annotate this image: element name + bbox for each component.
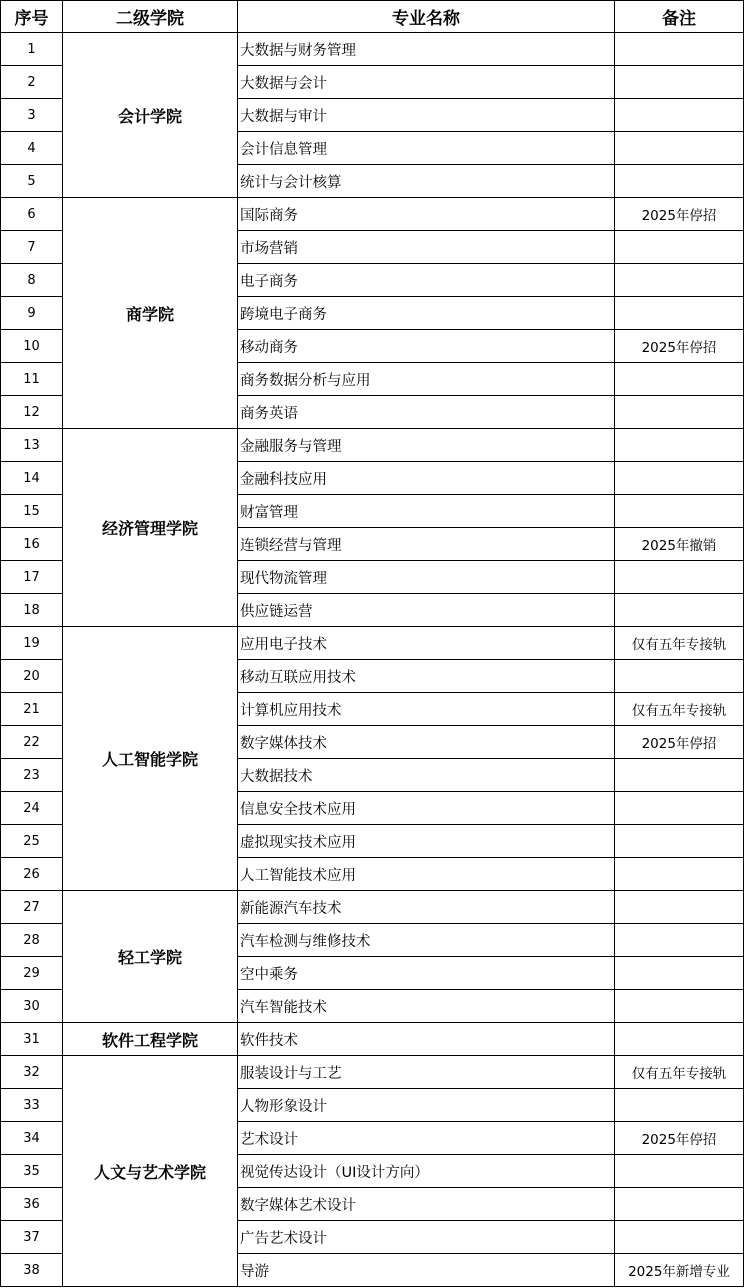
- major-name: 大数据与财务管理: [238, 33, 615, 66]
- major-name: 供应链运营: [238, 594, 615, 627]
- major-name: 大数据技术: [238, 759, 615, 792]
- college-name: 商学院: [63, 198, 238, 429]
- row-index: 8: [1, 264, 63, 297]
- row-index: 21: [1, 693, 63, 726]
- note: 仅有五年专接轨: [615, 1056, 744, 1089]
- note: [615, 231, 744, 264]
- note: [615, 132, 744, 165]
- note: 仅有五年专接轨: [615, 693, 744, 726]
- major-name: 应用电子技术: [238, 627, 615, 660]
- row-index: 22: [1, 726, 63, 759]
- major-name: 连锁经营与管理: [238, 528, 615, 561]
- major-name: 人工智能技术应用: [238, 858, 615, 891]
- header-row: [1, 1, 744, 33]
- table-row: [1, 198, 744, 231]
- major-name: 虚拟现实技术应用: [238, 825, 615, 858]
- note: [615, 990, 744, 1023]
- note: [615, 957, 744, 990]
- note: [615, 1221, 744, 1254]
- note: [615, 660, 744, 693]
- table-row: [1, 1023, 744, 1056]
- college-name: 软件工程学院: [63, 1023, 238, 1056]
- note: 2025年停招: [615, 198, 744, 231]
- major-name: 信息安全技术应用: [238, 792, 615, 825]
- row-index: 18: [1, 594, 63, 627]
- row-index: 24: [1, 792, 63, 825]
- row-index: 23: [1, 759, 63, 792]
- row-index: 28: [1, 924, 63, 957]
- major-name: 空中乘务: [238, 957, 615, 990]
- note: [615, 33, 744, 66]
- row-index: 2: [1, 66, 63, 99]
- row-index: 15: [1, 495, 63, 528]
- row-index: 10: [1, 330, 63, 363]
- note: [615, 1155, 744, 1188]
- row-index: 4: [1, 132, 63, 165]
- table-row: [1, 1056, 744, 1089]
- note: 仅有五年专接轨: [615, 627, 744, 660]
- row-index: 26: [1, 858, 63, 891]
- note: [615, 924, 744, 957]
- major-name: 艺术设计: [238, 1122, 615, 1155]
- note: [615, 165, 744, 198]
- major-name: 数字媒体技术: [238, 726, 615, 759]
- row-index: 3: [1, 99, 63, 132]
- major-name: 会计信息管理: [238, 132, 615, 165]
- row-index: 12: [1, 396, 63, 429]
- note: [615, 891, 744, 924]
- major-name: 视觉传达设计（UI设计方向）: [238, 1155, 615, 1188]
- row-index: 36: [1, 1188, 63, 1221]
- major-name: 金融科技应用: [238, 462, 615, 495]
- row-index: 33: [1, 1089, 63, 1122]
- table-row: [1, 627, 744, 660]
- note: [615, 1089, 744, 1122]
- note: [615, 792, 744, 825]
- header-major: 专业名称: [238, 1, 615, 33]
- major-name: 跨境电子商务: [238, 297, 615, 330]
- row-index: 35: [1, 1155, 63, 1188]
- college-name: 会计学院: [63, 33, 238, 198]
- note: [615, 594, 744, 627]
- note: [615, 858, 744, 891]
- header-note: 备注: [615, 1, 744, 33]
- row-index: 20: [1, 660, 63, 693]
- major-name: 计算机应用技术: [238, 693, 615, 726]
- note: [615, 1023, 744, 1056]
- row-index: 34: [1, 1122, 63, 1155]
- major-name: 统计与会计核算: [238, 165, 615, 198]
- row-index: 6: [1, 198, 63, 231]
- note: [615, 759, 744, 792]
- note: 2025年停招: [615, 726, 744, 759]
- note: [615, 66, 744, 99]
- major-name: 移动商务: [238, 330, 615, 363]
- row-index: 32: [1, 1056, 63, 1089]
- header-college: 二级学院: [63, 1, 238, 33]
- major-name: 金融服务与管理: [238, 429, 615, 462]
- note: [615, 297, 744, 330]
- table-row: [1, 891, 744, 924]
- note: [615, 396, 744, 429]
- major-name: 人物形象设计: [238, 1089, 615, 1122]
- row-index: 19: [1, 627, 63, 660]
- major-name: 商务英语: [238, 396, 615, 429]
- table-row: [1, 33, 744, 66]
- major-name: 财富管理: [238, 495, 615, 528]
- major-name: 导游: [238, 1254, 615, 1287]
- major-name: 汽车智能技术: [238, 990, 615, 1023]
- major-name: 软件技术: [238, 1023, 615, 1056]
- row-index: 11: [1, 363, 63, 396]
- college-name: 轻工学院: [63, 891, 238, 1023]
- college-name: 经济管理学院: [63, 429, 238, 627]
- note: [615, 264, 744, 297]
- row-index: 16: [1, 528, 63, 561]
- row-index: 14: [1, 462, 63, 495]
- row-index: 38: [1, 1254, 63, 1287]
- row-index: 37: [1, 1221, 63, 1254]
- note: [615, 561, 744, 594]
- header-index: 序号: [1, 1, 63, 33]
- major-name: 大数据与审计: [238, 99, 615, 132]
- table-row: [1, 429, 744, 462]
- major-name: 国际商务: [238, 198, 615, 231]
- note: [615, 825, 744, 858]
- row-index: 30: [1, 990, 63, 1023]
- note: [615, 99, 744, 132]
- major-name: 商务数据分析与应用: [238, 363, 615, 396]
- major-name: 新能源汽车技术: [238, 891, 615, 924]
- college-name: 人文与艺术学院: [63, 1056, 238, 1287]
- row-index: 17: [1, 561, 63, 594]
- major-name: 广告艺术设计: [238, 1221, 615, 1254]
- major-name: 服装设计与工艺: [238, 1056, 615, 1089]
- note: 2025年撤销: [615, 528, 744, 561]
- row-index: 29: [1, 957, 63, 990]
- note: [615, 363, 744, 396]
- note: [615, 462, 744, 495]
- college-name: 人工智能学院: [63, 627, 238, 891]
- major-name: 市场营销: [238, 231, 615, 264]
- major-name: 数字媒体艺术设计: [238, 1188, 615, 1221]
- row-index: 27: [1, 891, 63, 924]
- major-name: 大数据与会计: [238, 66, 615, 99]
- major-name: 汽车检测与维修技术: [238, 924, 615, 957]
- note: 2025年停招: [615, 330, 744, 363]
- major-name: 电子商务: [238, 264, 615, 297]
- table-body: [1, 33, 744, 1287]
- note: 2025年新增专业: [615, 1254, 744, 1287]
- row-index: 7: [1, 231, 63, 264]
- note: [615, 429, 744, 462]
- row-index: 13: [1, 429, 63, 462]
- row-index: 31: [1, 1023, 63, 1056]
- row-index: 1: [1, 33, 63, 66]
- major-name: 现代物流管理: [238, 561, 615, 594]
- row-index: 9: [1, 297, 63, 330]
- note: [615, 1188, 744, 1221]
- row-index: 25: [1, 825, 63, 858]
- note: 2025年停招: [615, 1122, 744, 1155]
- major-name: 移动互联应用技术: [238, 660, 615, 693]
- note: [615, 495, 744, 528]
- row-index: 5: [1, 165, 63, 198]
